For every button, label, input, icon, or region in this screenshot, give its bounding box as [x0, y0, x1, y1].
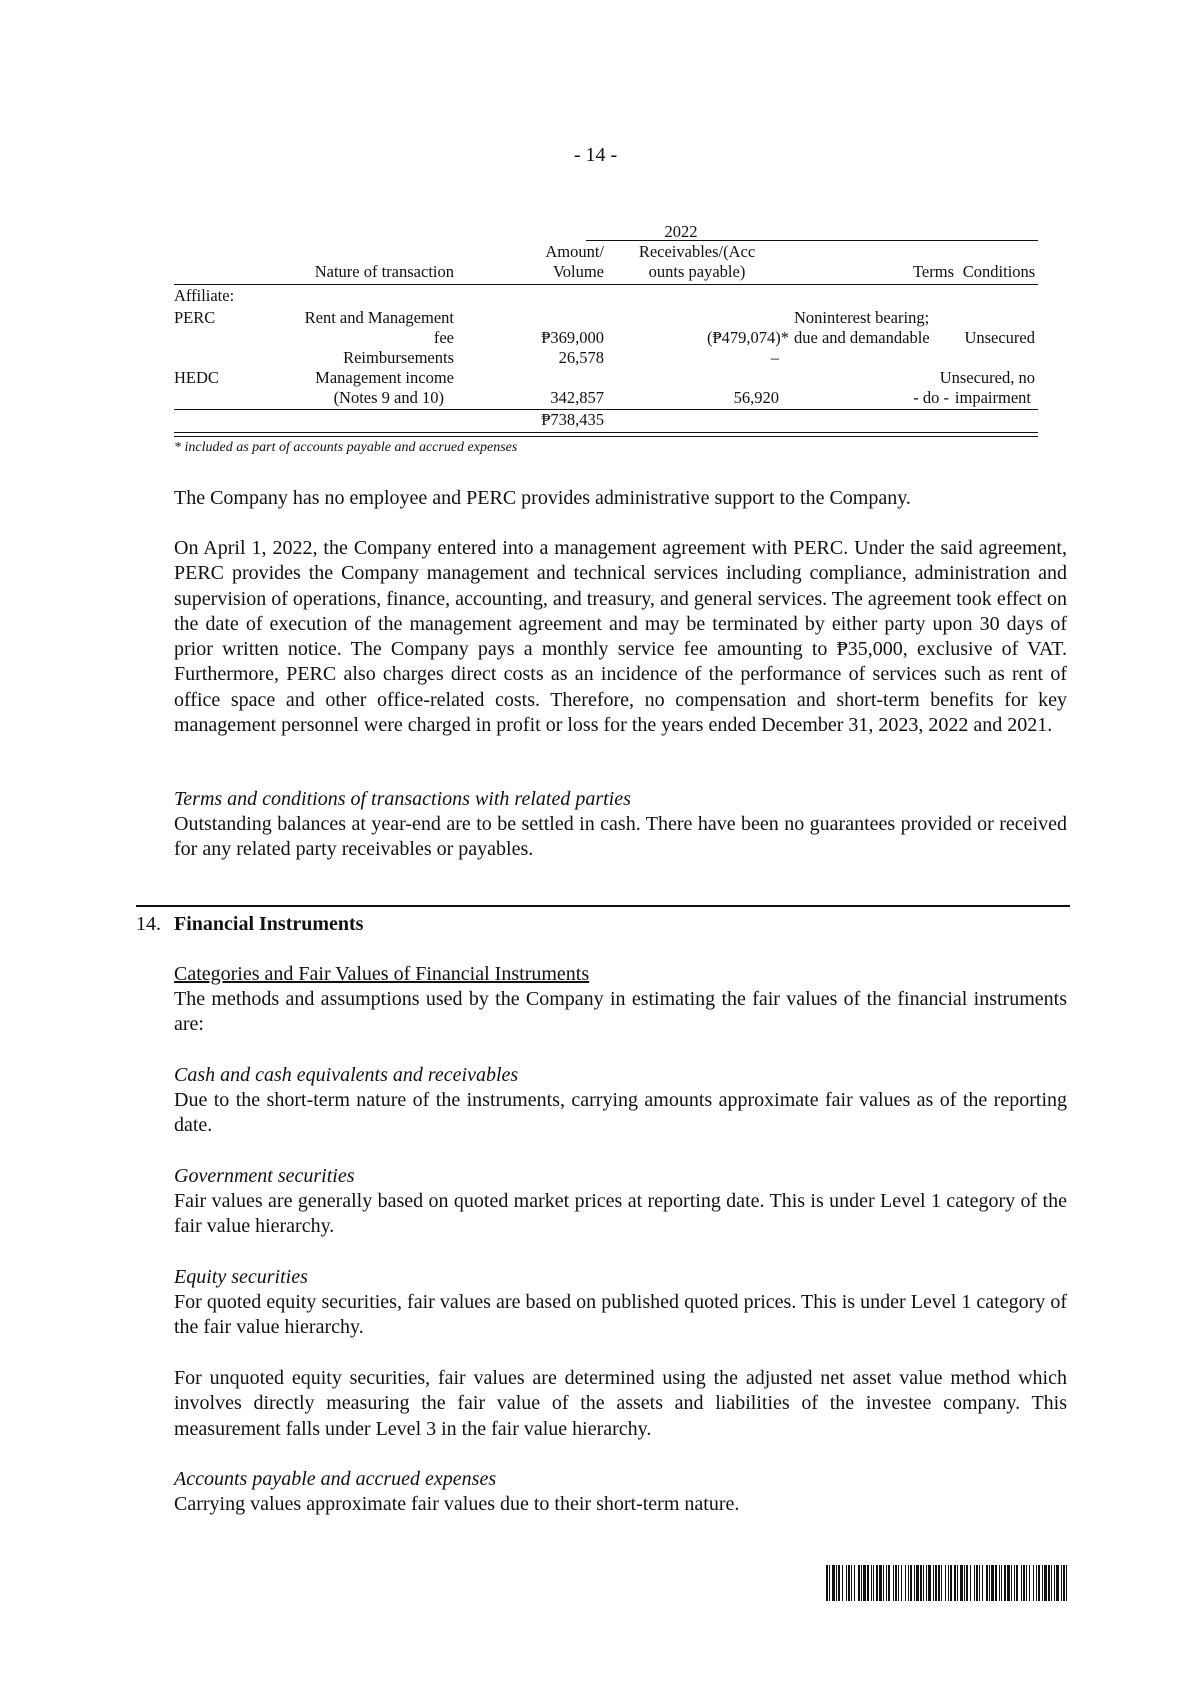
perc-nature-line2: fee [433, 328, 454, 347]
equity-securities-heading: Equity securities [174, 1266, 308, 1288]
hedc-terms: - do - [913, 388, 949, 407]
accounts-payable-text: Carrying values approximate fair values due to their short-term nature. [174, 1493, 740, 1515]
government-securities-heading: Government securities [174, 1165, 355, 1187]
hedc-nature-line2: (Notes 9 and 10) [333, 388, 444, 407]
hedc-conditions-line1: Unsecured, no [939, 368, 1035, 387]
header-nature: Nature of transaction [314, 262, 454, 281]
hedc-conditions-line2: impairment [954, 388, 1031, 407]
perc-receivable: (₱479,074)* [706, 328, 789, 347]
hedc-receivable: 56,920 [733, 388, 779, 407]
year-label: 2022 [664, 222, 698, 241]
terms-conditions-text: Outstanding balances at year-end are to be settled in cash. There have been no guarantees provided or received for any related party receivables or payables. [174, 813, 1067, 861]
perc-conditions: Unsecured [964, 328, 1035, 347]
header-receivables-line2: ounts payable) [648, 262, 746, 281]
perc-terms-line2: due and demandable [794, 328, 930, 347]
page-number: - 14 - [573, 144, 618, 166]
section-number: 14. [136, 913, 161, 935]
paragraph-no-employee: The Company has no employee and PERC provides administrative support to the Company. [174, 487, 911, 509]
total-rule-bottom [174, 436, 1038, 437]
section-title-text: Financial Instruments [174, 913, 364, 935]
perc-nature-line1: Rent and Management [304, 308, 454, 327]
year-header [174, 222, 1038, 242]
equity-securities-text: For quoted equity securities, fair values are based on published quoted prices. This is under Level 1 category of the fair value hierarchy. [174, 1291, 1067, 1339]
header-receivables-line1: Receivables/(Acc [638, 242, 756, 261]
hedc-nature-line1: Management income [315, 368, 454, 387]
party-hedc: HEDC [174, 368, 219, 387]
barcode-icon [826, 1565, 1067, 1601]
rows-rule [174, 409, 1038, 410]
year-rule [586, 240, 1038, 241]
perc-amount: ₱369,000 [541, 328, 604, 347]
paragraph-management-agreement: On April 1, 2022, the Company entered into a management agreement with PERC. Under the said agreement, PERC provides the Company management and technical services including compliance, administration and supervision of operations, finance, accounting, and treasury, and general services. The agreement took effect on the date of execution of the management agreement and may be terminated by either party upon 30 days of prior written notice. The Company pays a monthly service fee amounting to ₱35,000, exclusive of VAT. Furthermore, PERC also charges direct costs as an incidence of the performance of services such as rent of office space and other office-related costs. Therefore, no compensation and short-term benefits for key management personnel were charged in profit or loss for the years ended December 31, 2023, 2022 and 2021. [174, 537, 1067, 737]
header-conditions: Conditions [962, 262, 1036, 281]
affiliate-label: Affiliate: [174, 286, 235, 305]
methods-intro: The methods and assumptions used by the Company in estimating the fair values of the financial instruments are: [174, 988, 1067, 1036]
hedc-amount: 342,857 [550, 388, 604, 407]
header-rule [174, 284, 1038, 285]
terms-conditions-heading: Terms and conditions of transactions with related parties [174, 788, 631, 810]
unquoted-equity-text: For unquoted equity securities, fair values are determined using the adjusted net asset value method which involves directly measuring the fair value of the assets and liabilities of the investee company. This measurement falls under Level 3 in the fair value hierarchy. [174, 1367, 1067, 1440]
cash-text: Due to the short-term nature of the instruments, carrying amounts approximate fair values as of the reporting date. [174, 1089, 1067, 1137]
total-amount: ₱738,435 [541, 410, 604, 429]
government-securities-text: Fair values are generally based on quoted market prices at reporting date. This is under Level 1 category of the fair value hierarchy. [174, 1190, 1067, 1238]
reimb-receivable: – [770, 348, 779, 367]
party-perc: PERC [174, 308, 216, 327]
header-terms: Terms [912, 262, 954, 281]
section-divider [136, 905, 1070, 907]
accounts-payable-heading: Accounts payable and accrued expenses [174, 1468, 497, 1490]
total-rule-top [174, 432, 1038, 433]
cash-heading: Cash and cash equivalents and receivables [174, 1064, 519, 1086]
table-footnote: * included as part of accounts payable and accrued expenses [174, 440, 518, 455]
header-amount-line2: Volume [552, 262, 604, 281]
reimb-nature: Reimbursements [343, 348, 454, 367]
categories-subheading: Categories and Fair Values of Financial Instruments [174, 963, 590, 985]
reimb-amount: 26,578 [558, 348, 604, 367]
section-title [136, 912, 363, 937]
perc-terms-line1: Noninterest bearing; [794, 308, 930, 327]
header-amount-line1: Amount/ [545, 242, 604, 261]
